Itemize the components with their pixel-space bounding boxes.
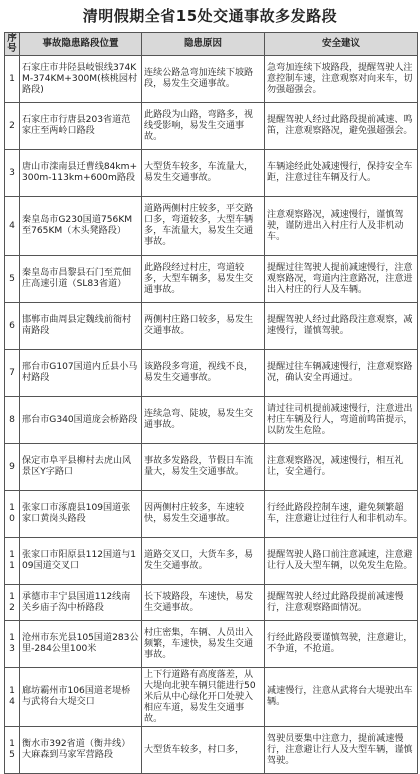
table-row [5, 197, 418, 256]
row-index: 2 [5, 103, 20, 150]
header-index: 序号 [5, 33, 20, 56]
table-row [5, 444, 418, 491]
table-row [5, 350, 418, 397]
row-location: 衡水市392省道（衡井线）大麻森到马家军营路段 [20, 727, 142, 774]
row-advice: 行经此路段要谨慎驾驶，注意避让，不争道，不抢道。 [265, 621, 418, 668]
table-row [5, 727, 418, 774]
table-row [5, 256, 418, 303]
row-index: 4 [5, 197, 20, 256]
row-advice: 提醒驾驶人经过此路段提前减速、鸣笛，注意观察路况，避免强超强会。 [265, 103, 418, 150]
row-location: 廊坊霸州市106国道老堤桥与武将台大堤交口 [20, 668, 142, 727]
row-reason: 此路段为山路，弯路多，视线受影响，易发生交通事故。 [142, 103, 265, 150]
row-advice: 行经此路段控制车速，避免频繁超车，注意避让过往行人和非机动车。 [265, 491, 418, 538]
row-location: 邯郸市曲周县定魏线前衙村南路段 [20, 303, 142, 350]
table-row [5, 397, 418, 444]
row-advice: 提醒过往车辆减速慢行，注意观察路况，确认安全再通过。 [265, 350, 418, 397]
table-row [5, 668, 418, 727]
row-reason: 该路段多弯道，视线不良，易发生交通事故。 [142, 350, 265, 397]
row-reason: 村庄密集，车辆、人员出入频繁，车速快，易发生交通事故。 [142, 621, 265, 668]
row-location: 承德市丰宁县国道112线南关乡庙子沟中桥路段 [20, 585, 142, 621]
row-advice: 提醒驾驶人经过此路段注意观察，减速慢行，谨慎驾驶。 [265, 303, 418, 350]
table-row [5, 585, 418, 621]
row-index: 11 [5, 538, 20, 585]
row-index: 1 [5, 56, 20, 103]
row-reason: 因两侧村庄较多，车速较快，易发生交通事故。 [142, 491, 265, 538]
header-location: 事故隐患路段位置 [20, 33, 142, 56]
table-row [5, 621, 418, 668]
row-index: 9 [5, 444, 20, 491]
row-advice: 减速慢行，注意从武将台大堤驶出车辆。 [265, 668, 418, 727]
row-location: 张家口市阳原县112国道与109国道交叉口 [20, 538, 142, 585]
row-advice: 驾驶员要集中注意力，提前减速慢行，注意避让行人及大型车辆，谨慎驾驶。 [265, 727, 418, 774]
row-reason: 道路两侧村庄较多，平交路口多，弯道较多，大型车辆多，车流量大，易发生交通事故。 [142, 197, 265, 256]
row-reason: 事故多发路段，节假日车流量大，易发生交通事故。 [142, 444, 265, 491]
row-index: 10 [5, 491, 20, 538]
row-advice: 提醒过往驾驶人提前减速慢行，注意观察路况，弯道内注意路况，注意进出入村庄的行人及车辆。 [265, 256, 418, 303]
table-header-row [5, 33, 418, 56]
row-index: 8 [5, 397, 20, 444]
header-advice: 安全建议 [265, 33, 418, 56]
row-reason: 长下坡路段，车速快，易发生交通事故。 [142, 585, 265, 621]
row-advice: 提醒驾驶人路口前注意减速，注意避让行人及大型车辆，以免发生危险。 [265, 538, 418, 585]
table-row [5, 150, 418, 197]
row-advice: 车辆途经此处减速慢行，保持安全车距，注意过往车辆及行人。 [265, 150, 418, 197]
row-advice: 请过往司机提前减速慢行，注意进出村庄车辆及行人，弯道前鸣笛提示，以防发生危险。 [265, 397, 418, 444]
row-advice: 注意观察路况，减速慢行，相互礼让，安全通行。 [265, 444, 418, 491]
row-reason: 两侧村庄路口较多，易发生交通事故。 [142, 303, 265, 350]
page-title: 清明假期全省15处交通事故多发路段 [82, 7, 338, 25]
row-location: 保定市阜平县柳村去虎山风景区Y字路口 [20, 444, 142, 491]
row-index: 13 [5, 621, 20, 668]
row-location: 邢台市G340国道庞会桥路段 [20, 397, 142, 444]
row-index: 5 [5, 256, 20, 303]
table-body [5, 56, 418, 774]
row-location: 邢台市G107国道内丘县小马村路段 [20, 350, 142, 397]
row-reason: 此路段经过村庄，弯道较多，大型车辆多，易发生交通事故。 [142, 256, 265, 303]
row-location: 张家口市涿鹿县109国道张家口黄岗头路段 [20, 491, 142, 538]
row-location: 石家庄市行唐县203省道范家庄至两岭口路段 [20, 103, 142, 150]
row-index: 3 [5, 150, 20, 197]
table-row [5, 491, 418, 538]
row-location: 唐山市滦南县迁曹线84km+300m-113km+600m路段 [20, 150, 142, 197]
row-location: 秦皇岛市G230国道756KM至765KM（木头凳路段） [20, 197, 142, 256]
road-hazard-table [4, 32, 418, 774]
table-row [5, 56, 418, 103]
row-reason: 大型货车较多，村口多， [142, 727, 265, 774]
row-advice: 急弯加连续下坡路段，提醒驾驶人注意控制车速，注意观察对向来车，切勿强超强会。 [265, 56, 418, 103]
table-row [5, 303, 418, 350]
row-index: 6 [5, 303, 20, 350]
row-index: 7 [5, 350, 20, 397]
row-reason: 连续急弯、陡坡，易发生交通事故。 [142, 397, 265, 444]
row-reason: 大型货车较多，车流量大，易发生交通事故。 [142, 150, 265, 197]
row-location: 沧州市东光县105国道283公里-284公里100米 [20, 621, 142, 668]
row-index: 12 [5, 585, 20, 621]
table-row [5, 103, 418, 150]
row-index: 15 [5, 727, 20, 774]
row-location: 秦皇岛市昌黎县石门至荒佃庄高速引道（SL83省道） [20, 256, 142, 303]
table-row [5, 538, 418, 585]
row-index: 14 [5, 668, 20, 727]
row-reason: 道路交叉口，大货车多，易发生交通事故。 [142, 538, 265, 585]
row-advice: 提醒驾驶人经过此路段提前减速慢行，注意观察路面情况。 [265, 585, 418, 621]
row-reason: 上下行道路有高度落差，从大堤向北驶车辆只能进行50米后从中心绿化开口处驶入相应车道，易发生交通事故。 [142, 668, 265, 727]
row-advice: 注意观察路况，减速慢行，谨慎驾驶，谨防进出入村庄行人及非机动车。 [265, 197, 418, 256]
row-location: 石家庄市井陉县岐银线374KM-374KM+300M(核桃园村路段) [20, 56, 142, 103]
row-reason: 连续公路急弯加连续下坡路段，易发生交通事故。 [142, 56, 265, 103]
header-reason: 隐患原因 [142, 33, 265, 56]
